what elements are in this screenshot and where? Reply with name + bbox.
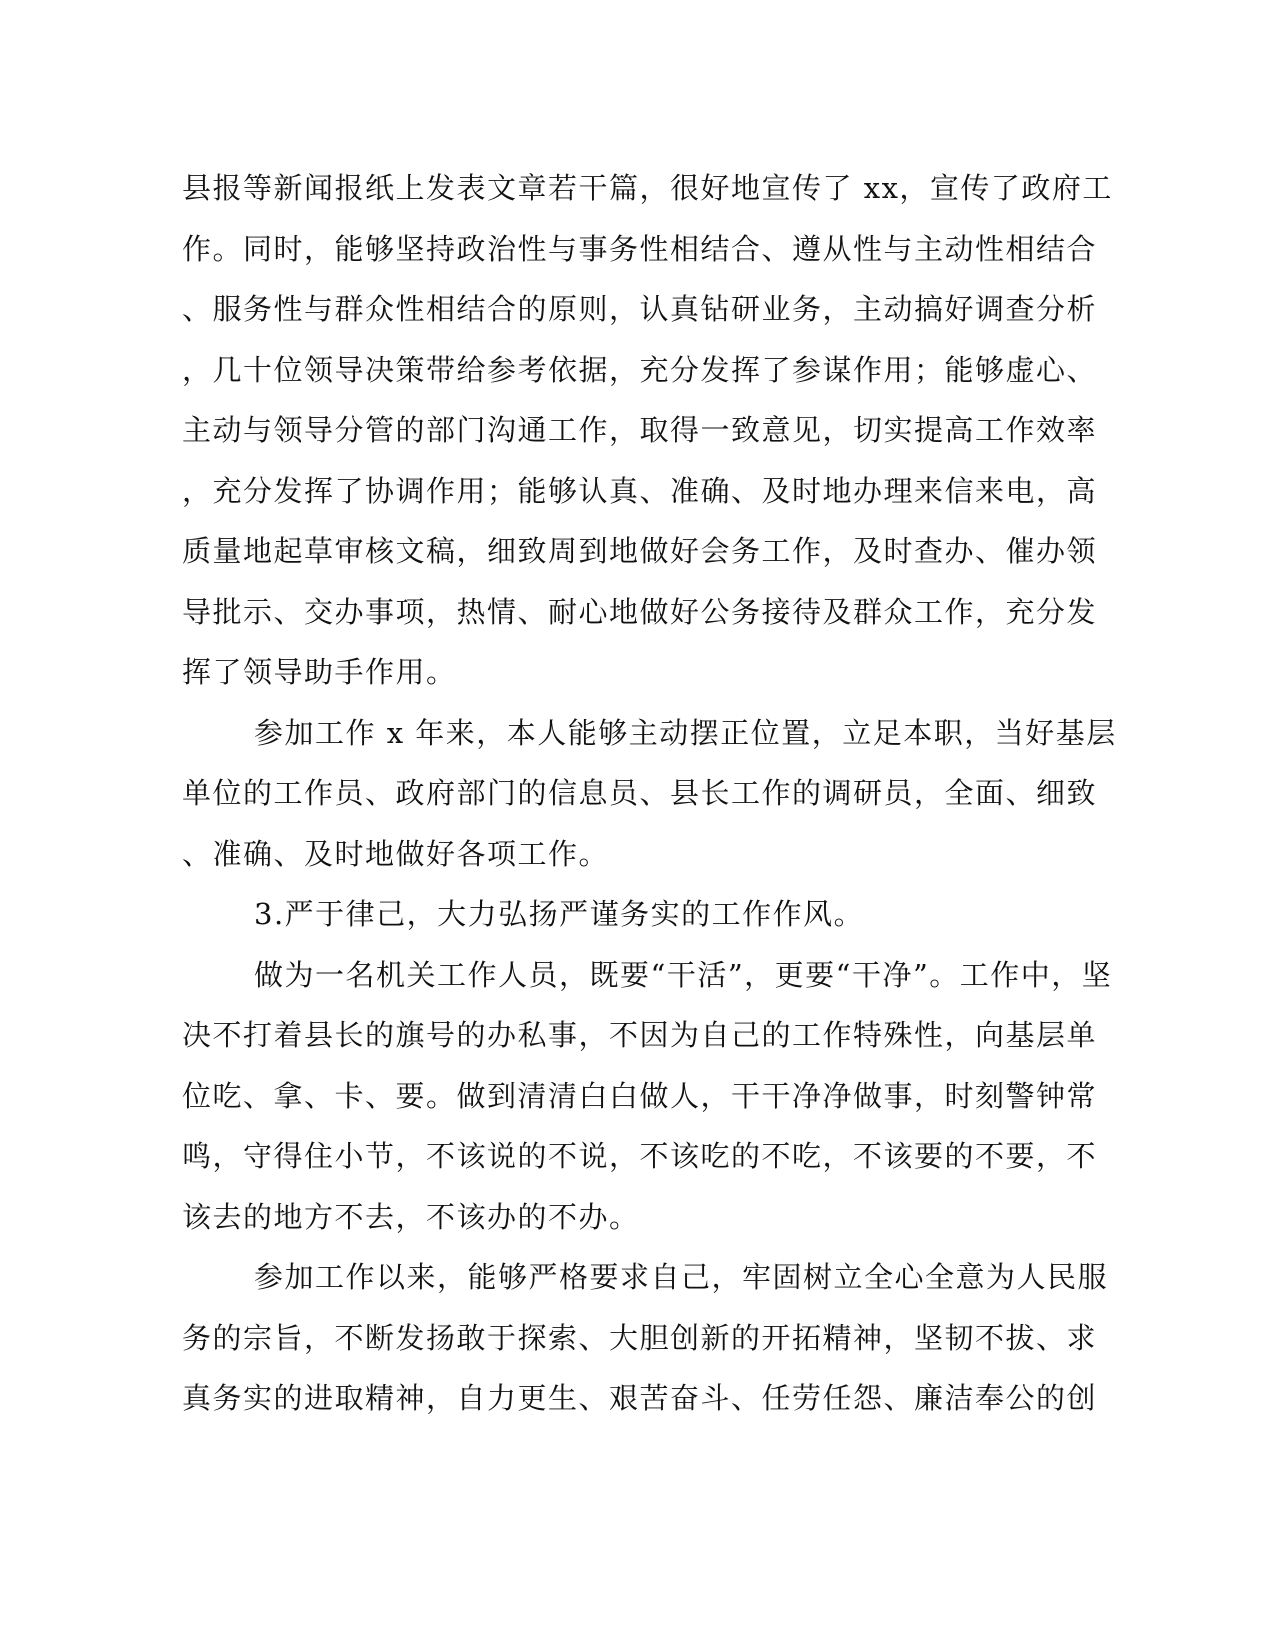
text-line-19: 参加工作以来，能够严格要求自己，牢固树立全心全意为人民服 [254, 1260, 1109, 1294]
text-line-15: 决不打着县长的旗号的办私事，不因为自己的工作特殊性，向基层单 [182, 1018, 1098, 1052]
text-line-2: 作。同时，能够坚持政治性与事务性相结合、遵从性与主动性相结合 [182, 231, 1098, 266]
text-line-11: 单位的工作员、政府部门的信息员、县长工作的调研员，全面、细致 [182, 776, 1098, 810]
text-line-1: 县报等新闻报纸上发表文章若干篇，很好地宣传了 xx，宣传了政府工 [182, 171, 1113, 205]
body-text [182, 158, 1117, 1429]
text-line-8: 导批示、交办事项，热情、耐心地做好公务接待及群众工作，充分发 [182, 594, 1098, 629]
text-line-18: 该去的地方不去，不该办的不办。 [182, 1199, 640, 1234]
text-line-21: 真务实的进取精神，自力更生、艰苦奋斗、任劳任怨、廉洁奉公的创 [182, 1381, 1098, 1415]
text-line-12: 、准确、及时地做好各项工作。 [182, 836, 610, 871]
text-line-16: 位吃、拿、卡、要。做到清清白白做人，干干净净做事，时刻警钟常 [182, 1078, 1098, 1113]
text-line-6: ，充分发挥了协调作用；能够认真、准确、及时地办理来信来电，高 [182, 473, 1098, 508]
text-line-4: ，几十位领导决策带给参考依据，充分发挥了参谋作用；能够虚心、 [182, 352, 1098, 387]
text-line-10: 参加工作 x 年来，本人能够主动摆正位置，立足本职，当好基层 [254, 715, 1117, 750]
text-line-14: 做为一名机关工作人员，既要“干活”，更要“干净”。工作中，坚 [254, 957, 1113, 992]
text-line-3: 、服务性与群众性相结合的原则，认真钻研业务，主动搞好调查分析 [182, 292, 1098, 326]
text-line-17: 鸣，守得住小节，不该说的不说，不该吃的不吃，不该要的不要，不 [182, 1139, 1098, 1173]
text-line-5: 主动与领导分管的部门沟通工作，取得一致意见，切实提高工作效率 [182, 413, 1098, 447]
text-line-20: 务的宗旨，不断发扬敢于探索、大胆创新的开拓精神，坚韧不拔、求 [182, 1320, 1098, 1355]
text-line-7: 质量地起草审核文稿，细致周到地做好会务工作，及时查办、催办领 [182, 534, 1098, 568]
text-line-9: 挥了领导助手作用。 [182, 655, 457, 689]
section-heading: 3.严于律己，大力弘扬严谨务实的工作作风。 [254, 897, 865, 931]
